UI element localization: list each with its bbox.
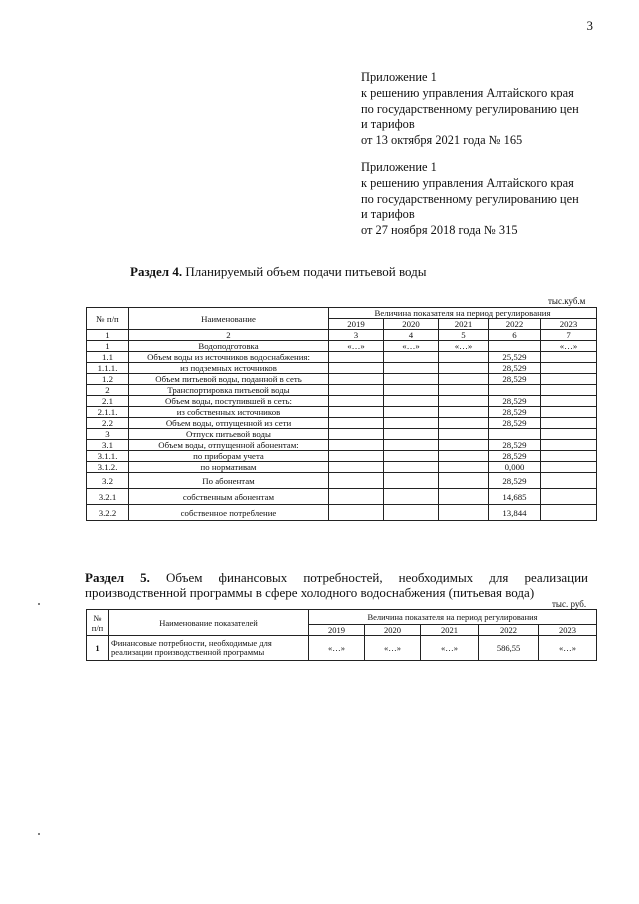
col-header-no: № п/п — [87, 308, 129, 330]
value-cell: 28,529 — [489, 451, 541, 462]
value-cell: 28,529 — [489, 473, 541, 489]
table-row — [87, 407, 597, 418]
value-cell — [384, 374, 439, 385]
value-cell: 28,529 — [489, 407, 541, 418]
section4-title-text: Планируемый объем подачи питьевой воды — [182, 264, 427, 279]
scan-speck — [38, 603, 40, 605]
numbering-cell: 5 — [439, 330, 489, 341]
numbering-cell: 7 — [541, 330, 597, 341]
col-header-name: Наименование показателей — [109, 610, 309, 636]
scan-speck — [38, 833, 40, 835]
value-cell — [384, 396, 439, 407]
row-name: Объем воды, поступившей в сеть: — [129, 396, 329, 407]
value-cell — [439, 385, 489, 396]
value-cell: 13,844 — [489, 505, 541, 521]
value-cell — [384, 385, 439, 396]
value-cell: 28,529 — [489, 418, 541, 429]
value-cell — [384, 407, 439, 418]
value-cell: 586,55 — [479, 636, 539, 661]
value-cell — [541, 451, 597, 462]
section5-title-text: Объем финансовых потребностей, необходимых для реализации производственной программы в сфере холодного водоснабжения (питьевая вода) — [85, 570, 589, 600]
value-cell — [541, 429, 597, 440]
value-cell — [384, 462, 439, 473]
value-cell — [439, 429, 489, 440]
value-cell — [489, 341, 541, 352]
appendix-line: по государственному регулированию цен — [361, 191, 579, 206]
value-cell — [541, 385, 597, 396]
value-cell: «…» — [421, 636, 479, 661]
value-cell — [384, 352, 439, 363]
numbering-cell: 1 — [87, 330, 129, 341]
value-cell: «…» — [384, 341, 439, 352]
col-header-no: № п/п — [87, 610, 109, 636]
row-no: 3.1 — [87, 440, 129, 451]
value-cell: 28,529 — [489, 374, 541, 385]
value-cell: 0,000 — [489, 462, 541, 473]
row-no: 1.1 — [87, 352, 129, 363]
section5-title — [85, 570, 588, 600]
value-cell — [439, 363, 489, 374]
value-cell — [329, 451, 384, 462]
value-cell: 28,529 — [489, 396, 541, 407]
appendix-line: от 27 ноября 2018 года № 315 — [361, 223, 518, 238]
row-no: 3.2.1 — [87, 489, 129, 505]
value-cell — [384, 440, 439, 451]
table-row — [87, 473, 597, 489]
value-cell — [541, 407, 597, 418]
table-row — [87, 341, 597, 352]
value-cell: «…» — [309, 636, 365, 661]
value-cell — [329, 505, 384, 521]
value-cell — [439, 440, 489, 451]
table-row — [87, 418, 597, 429]
value-cell: «…» — [539, 636, 597, 661]
row-name: Объем воды, отпущенной из сети — [129, 418, 329, 429]
row-no: 2.1 — [87, 396, 129, 407]
row-name: Объем питьевой воды, поданной в сеть — [129, 374, 329, 385]
value-cell — [384, 473, 439, 489]
row-no: 2.1.1. — [87, 407, 129, 418]
value-cell — [329, 407, 384, 418]
value-cell — [541, 418, 597, 429]
section5-table — [86, 609, 597, 661]
table-row — [87, 385, 597, 396]
table-row — [87, 440, 597, 451]
appendix-header-original — [361, 160, 611, 239]
table-header-row — [87, 308, 597, 319]
value-cell: 25,529 — [489, 352, 541, 363]
appendix-line: и тарифов — [361, 207, 415, 222]
table-row — [87, 363, 597, 374]
row-name: Отпуск питьевой воды — [129, 429, 329, 440]
value-cell — [329, 385, 384, 396]
row-name: из подземных источников — [129, 363, 329, 374]
numbering-cell: 4 — [384, 330, 439, 341]
table-header-row — [87, 610, 597, 625]
row-no: 3.2.2 — [87, 505, 129, 521]
row-name: Финансовые потребности, необходимые для реализации производственной программы — [109, 636, 309, 661]
value-cell — [439, 473, 489, 489]
value-cell: «…» — [329, 341, 384, 352]
row-no: 3.1.1. — [87, 451, 129, 462]
value-cell — [329, 429, 384, 440]
section4-table — [86, 307, 597, 521]
value-cell — [329, 440, 384, 451]
numbering-cell: 2 — [129, 330, 329, 341]
row-no: 1.2 — [87, 374, 129, 385]
value-cell — [541, 462, 597, 473]
table-row — [87, 462, 597, 473]
section5-units: тыс. руб. — [552, 599, 587, 609]
value-cell — [439, 352, 489, 363]
value-cell — [384, 505, 439, 521]
value-cell — [329, 363, 384, 374]
value-cell — [541, 374, 597, 385]
row-no: 2 — [87, 385, 129, 396]
row-name: Объем воды из источников водоснабжения: — [129, 352, 329, 363]
appendix-line: к решению управления Алтайского края — [361, 175, 574, 190]
row-name: Объем воды, отпущенной абонентам: — [129, 440, 329, 451]
value-cell — [489, 385, 541, 396]
row-no: 3 — [87, 429, 129, 440]
appendix-line: к решению управления Алтайского края — [361, 85, 574, 100]
table-row — [87, 636, 597, 661]
value-cell — [439, 462, 489, 473]
year-cell: 2019 — [329, 319, 384, 330]
row-name: собственное потребление — [129, 505, 329, 521]
value-cell — [329, 489, 384, 505]
year-cell: 2022 — [489, 319, 541, 330]
value-cell: 28,529 — [489, 363, 541, 374]
section4-title — [130, 264, 427, 280]
appendix-header-current — [361, 70, 611, 149]
row-name: Транспортировка питьевой воды — [129, 385, 329, 396]
section4-title-bold: Раздел 4. — [130, 264, 183, 279]
row-no: 3.1.2. — [87, 462, 129, 473]
value-cell — [329, 374, 384, 385]
value-cell — [541, 440, 597, 451]
numbering-cell: 6 — [489, 330, 541, 341]
value-cell — [439, 407, 489, 418]
value-cell — [384, 429, 439, 440]
year-cell: 2020 — [384, 319, 439, 330]
row-name: по нормативам — [129, 462, 329, 473]
value-cell: «…» — [365, 636, 421, 661]
section5-title-bold: Раздел 5. — [85, 570, 150, 585]
value-cell — [384, 363, 439, 374]
year-cell: 2022 — [479, 625, 539, 636]
col-header-value: Величина показателя на период регулирования — [329, 308, 597, 319]
value-cell: «…» — [541, 341, 597, 352]
value-cell — [329, 462, 384, 473]
row-name: По абонентам — [129, 473, 329, 489]
numbering-cell: 3 — [329, 330, 384, 341]
col-header-value: Величина показателя на период регулирования — [309, 610, 597, 625]
value-cell — [541, 505, 597, 521]
value-cell — [439, 489, 489, 505]
value-cell: 14,685 — [489, 489, 541, 505]
appendix-line: Приложение 1 — [361, 160, 437, 174]
row-name: по приборам учета — [129, 451, 329, 462]
appendix-line: по государственному регулированию цен — [361, 101, 579, 116]
year-cell: 2020 — [365, 625, 421, 636]
value-cell — [384, 418, 439, 429]
value-cell — [541, 473, 597, 489]
table-row — [87, 352, 597, 363]
year-cell: 2023 — [539, 625, 597, 636]
value-cell — [439, 418, 489, 429]
row-name: из собственных источников — [129, 407, 329, 418]
row-no: 3.2 — [87, 473, 129, 489]
value-cell: 28,529 — [489, 440, 541, 451]
value-cell — [439, 505, 489, 521]
value-cell — [439, 451, 489, 462]
row-name: собственным абонентам — [129, 489, 329, 505]
page-number: 3 — [586, 18, 593, 33]
section4-units: тыс.куб.м — [548, 296, 586, 306]
table-row — [87, 505, 597, 521]
value-cell: «…» — [439, 341, 489, 352]
value-cell — [541, 363, 597, 374]
value-cell — [329, 473, 384, 489]
table-row — [87, 396, 597, 407]
col-header-name: Наименование — [129, 308, 329, 330]
row-no: 1 — [87, 341, 129, 352]
value-cell — [329, 352, 384, 363]
row-no: 1.1.1. — [87, 363, 129, 374]
value-cell — [439, 374, 489, 385]
appendix-line: Приложение 1 — [361, 70, 437, 84]
appendix-line: и тарифов — [361, 117, 415, 132]
value-cell — [384, 451, 439, 462]
row-name: Водоподготовка — [129, 341, 329, 352]
year-cell: 2021 — [439, 319, 489, 330]
table-numbering-row — [87, 330, 597, 341]
year-cell: 2023 — [541, 319, 597, 330]
value-cell — [384, 489, 439, 505]
value-cell — [541, 352, 597, 363]
table-row — [87, 489, 597, 505]
value-cell — [489, 429, 541, 440]
value-cell — [541, 396, 597, 407]
table-row — [87, 374, 597, 385]
value-cell — [329, 396, 384, 407]
row-no: 2.2 — [87, 418, 129, 429]
table-row — [87, 429, 597, 440]
appendix-line: от 13 октября 2021 года № 165 — [361, 133, 523, 148]
year-cell: 2019 — [309, 625, 365, 636]
row-no: 1 — [87, 636, 109, 661]
value-cell — [329, 418, 384, 429]
value-cell — [439, 396, 489, 407]
table-row — [87, 451, 597, 462]
value-cell — [541, 489, 597, 505]
year-cell: 2021 — [421, 625, 479, 636]
